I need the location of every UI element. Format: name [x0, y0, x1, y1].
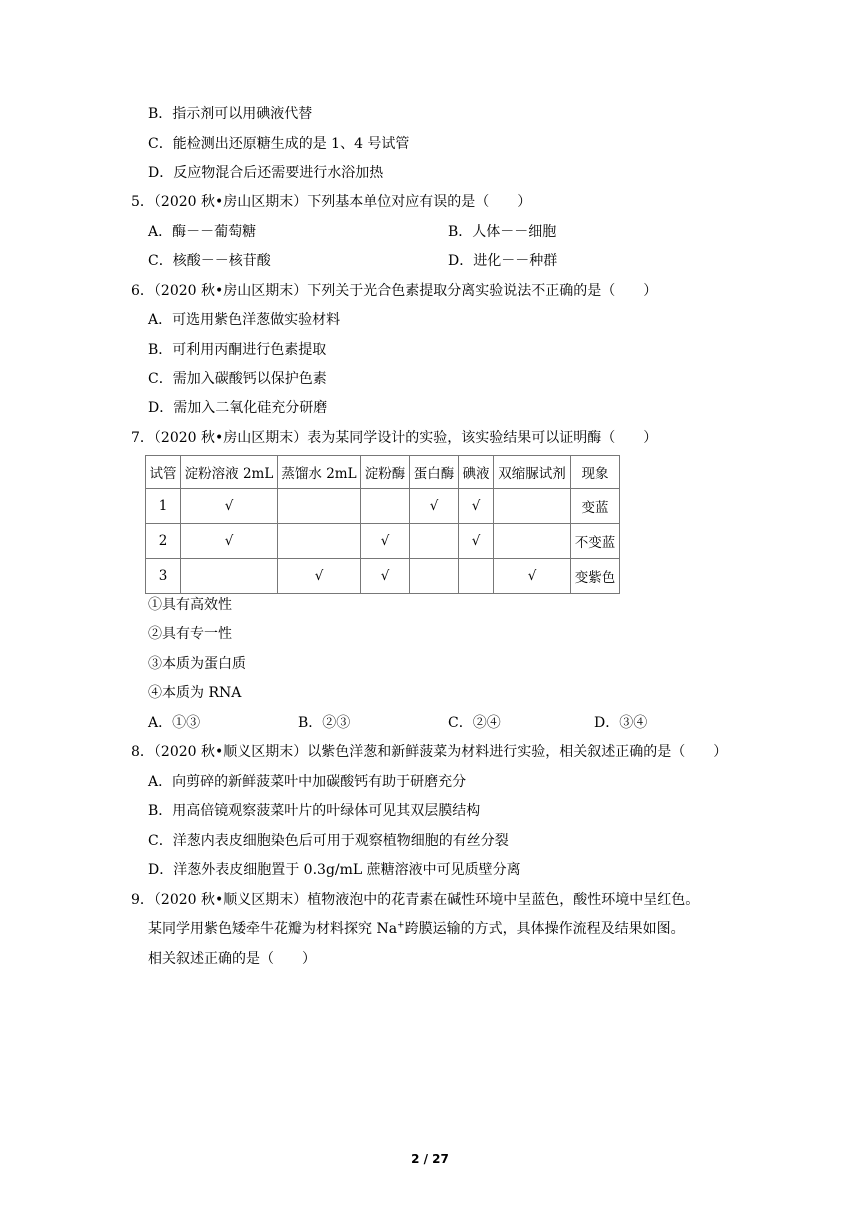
q7-item-2: ②具有专一性: [148, 626, 232, 642]
table-header-cell: 蛋白酶: [410, 456, 459, 489]
q7-item-3: ③本质为蛋白质: [148, 656, 246, 672]
q8-option-a: A．向剪碎的新鲜菠菜叶中加碳酸钙有助于研磨充分: [148, 774, 467, 790]
table-cell: [410, 524, 459, 559]
table-cell: √: [361, 559, 410, 594]
table-cell: [459, 559, 494, 594]
table-cell: 变紫色: [571, 559, 620, 594]
table-cell: √: [410, 489, 459, 524]
table-cell: √: [278, 559, 361, 594]
q9-stem-line-1: 9．（2020 秋•顺义区期末）植物液泡中的花青素在碱性环境中呈蓝色，酸性环境中呈红色。: [131, 892, 700, 908]
q9-stem-line-3: 相关叙述正确的是（ ）: [148, 951, 316, 967]
table-header-cell: 蒸馏水 2mL: [278, 456, 361, 489]
q7-item-1: ①具有高效性: [148, 597, 232, 613]
q6-option-a: A．可选用紫色洋葱做实验材料: [148, 312, 341, 328]
table-cell: √: [181, 524, 278, 559]
experiment-table: [145, 455, 620, 594]
table-cell: [278, 489, 361, 524]
table-cell: 3: [146, 559, 181, 594]
q4-option-c: C．能检测出还原糖生成的是 1、4 号试管: [148, 136, 410, 152]
table-header-row: [146, 456, 620, 489]
table-cell: √: [181, 489, 278, 524]
table-cell: √: [459, 489, 494, 524]
q9-stem-text-a: 某同学用紫色矮牵牛花瓣为材料探究 Na: [148, 921, 398, 937]
q7-stem: 7．（2020 秋•房山区期末）表为某同学设计的实验，该实验结果可以证明酶（ ）: [131, 430, 658, 446]
q7-option-a: A．①③: [148, 715, 201, 731]
table-header-cell: 碘液: [459, 456, 494, 489]
table-header-cell: 淀粉酶: [361, 456, 410, 489]
q9-stem-text-b: 跨膜运输的方式，具体操作流程及结果如图。: [404, 921, 685, 937]
table-cell: [181, 559, 278, 594]
q6-stem: 6．（2020 秋•房山区期末）下列关于光合色素提取分离实验说法不正确的是（ ）: [131, 283, 658, 299]
q8-option-c: C．洋葱内表皮细胞染色后可用于观察植物细胞的有丝分裂: [148, 833, 509, 849]
q4-option-b: B．指示剂可以用碘液代替: [148, 106, 313, 122]
sodium-ion-charge: +: [397, 920, 405, 931]
table-cell: [278, 524, 361, 559]
table-cell: [361, 489, 410, 524]
q5-option-a: A．酶－－葡萄糖: [148, 224, 257, 240]
table-cell: √: [361, 524, 410, 559]
q9-stem-line-2: [148, 919, 685, 939]
table-cell: √: [459, 524, 494, 559]
table-header-cell: 现象: [571, 456, 620, 489]
q6-option-b: B．可利用丙酮进行色素提取: [148, 342, 327, 358]
q5-option-b: B．人体－－细胞: [448, 224, 557, 240]
table-cell: 1: [146, 489, 181, 524]
table-header-cell: 试管: [146, 456, 181, 489]
q8-option-d: D．洋葱外表皮细胞置于 0.3g/mL 蔗糖溶液中可见质壁分离: [148, 862, 521, 878]
table-cell: [410, 559, 459, 594]
q6-option-d: D．需加入二氧化硅充分研磨: [148, 400, 328, 416]
q7-option-b: B．②③: [298, 715, 351, 731]
table-cell: 2: [146, 524, 181, 559]
q6-option-c: C．需加入碳酸钙以保护色素: [148, 371, 327, 387]
page-number: 2 / 27: [411, 1152, 449, 1166]
q7-item-4: ④本质为 RNA: [148, 685, 242, 701]
q5-option-d: D．进化－－种群: [448, 253, 558, 269]
q5-option-c: C．核酸－－核苷酸: [148, 253, 271, 269]
table-cell: [494, 524, 571, 559]
table-cell: [494, 489, 571, 524]
table-row: [146, 489, 620, 524]
q5-stem: 5．（2020 秋•房山区期末）下列基本单位对应有误的是（ ）: [131, 194, 532, 210]
q8-stem: 8．（2020 秋•顺义区期末）以紫色洋葱和新鲜菠菜为材料进行实验，相关叙述正确的是（ ）: [131, 744, 728, 760]
table-header-cell: 淀粉溶液 2mL: [181, 456, 278, 489]
table-row: [146, 524, 620, 559]
table-cell: 变蓝: [571, 489, 620, 524]
table-header-cell: 双缩脲试剂: [494, 456, 571, 489]
q7-option-c: C．②④: [448, 715, 501, 731]
q8-option-b: B．用高倍镜观察菠菜叶片的叶绿体可见其双层膜结构: [148, 803, 481, 819]
table-cell: √: [494, 559, 571, 594]
table-cell: 不变蓝: [571, 524, 620, 559]
table-row: [146, 559, 620, 594]
q4-option-d: D．反应物混合后还需要进行水浴加热: [148, 165, 384, 181]
q7-option-d: D．③④: [594, 715, 648, 731]
